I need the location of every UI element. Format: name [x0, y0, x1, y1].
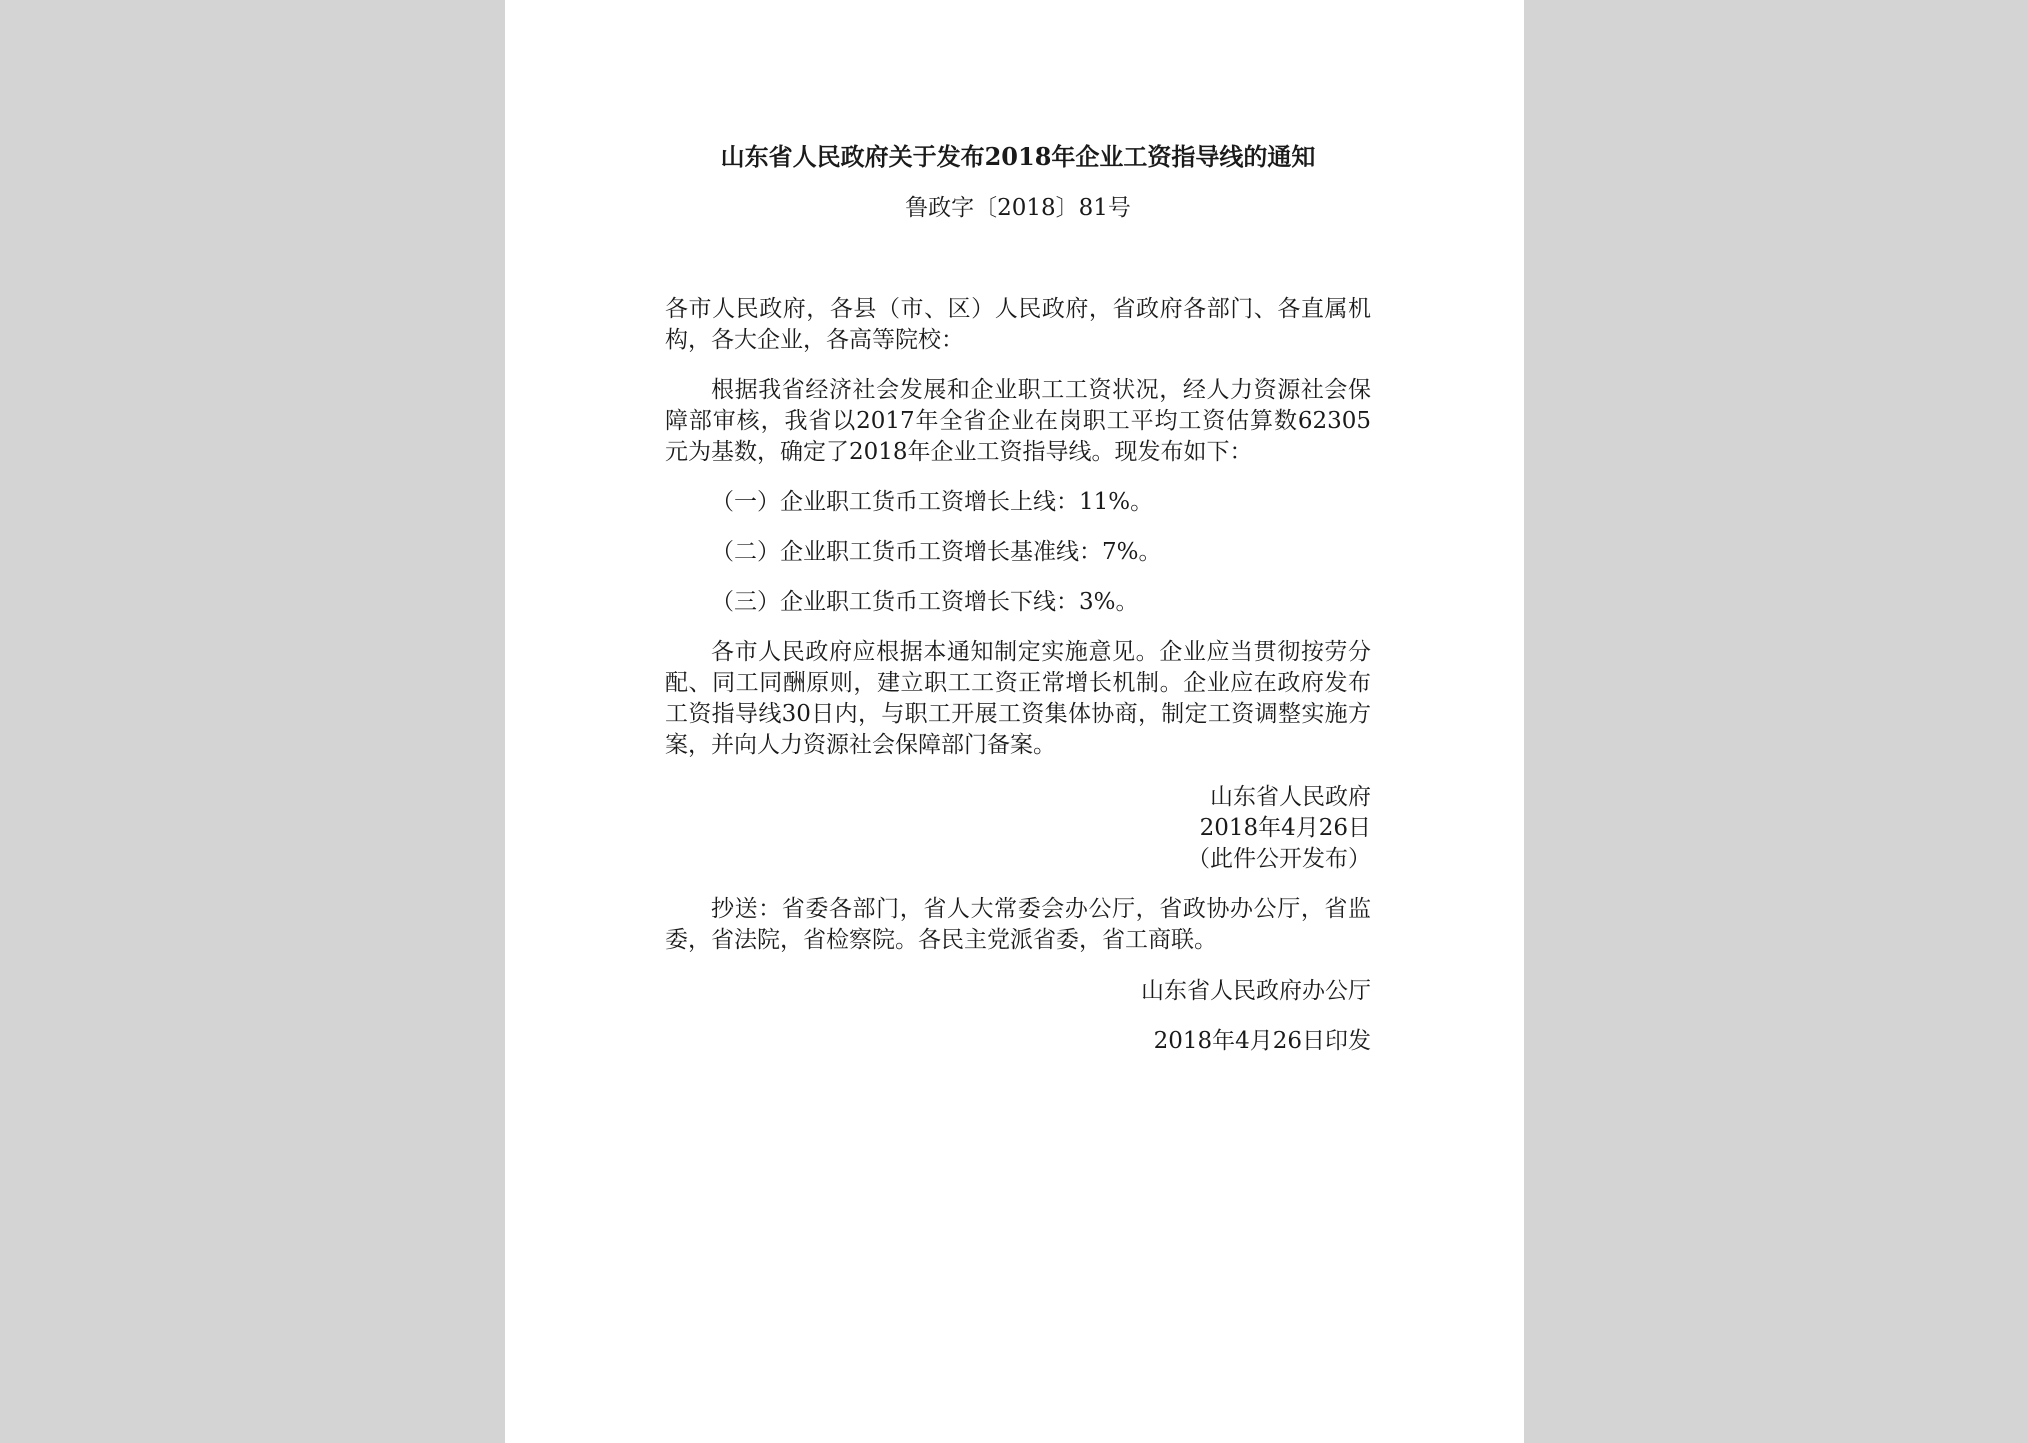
signature-org: 山东省人民政府: [1210, 784, 1371, 810]
guideline-item-lower: （三）企业职工货币工资增长下线：3%。: [711, 589, 1139, 615]
issue-date: 2018年4月26日印发: [1153, 1028, 1371, 1054]
document-page: [505, 0, 1524, 1443]
cc-list: 抄送：省委各部门，省人大常委会办公厅，省政协办公厅，省监委，省法院，省检察院。各民主党派省委，省工商联。: [665, 896, 1371, 953]
paragraph-basis: 根据我省经济社会发展和企业职工工资状况，经人力资源社会保障部审核，我省以2017年全省企业在岗职工平均工资估算数62305元为基数，确定了2018年企业工资指导线。现发布如下：: [665, 377, 1371, 465]
addressee: 各市人民政府，各县（市、区）人民政府，省政府各部门、各直属机构，各大企业，各高等院校：: [665, 296, 1371, 353]
guideline-item-base: （二）企业职工货币工资增长基准线：7%。: [711, 539, 1162, 565]
publish-note: （此件公开发布）: [1187, 846, 1371, 872]
guideline-item-upper: （一）企业职工货币工资增长上线：11%。: [711, 489, 1154, 515]
document-number: 鲁政字〔2018〕81号: [905, 195, 1131, 221]
document-title: 山东省人民政府关于发布2018年企业工资指导线的通知: [720, 142, 1316, 171]
signature-date: 2018年4月26日: [1199, 815, 1371, 841]
issuer: 山东省人民政府办公厅: [1141, 978, 1371, 1004]
paragraph-implementation: 各市人民政府应根据本通知制定实施意见。企业应当贯彻按劳分配、同工同酬原则，建立职工工资正常增长机制。企业应在政府发布工资指导线30日内，与职工开展工资集体协商，制定工资调整实施方案，并向人力资源社会保障部门备案。: [665, 639, 1371, 758]
